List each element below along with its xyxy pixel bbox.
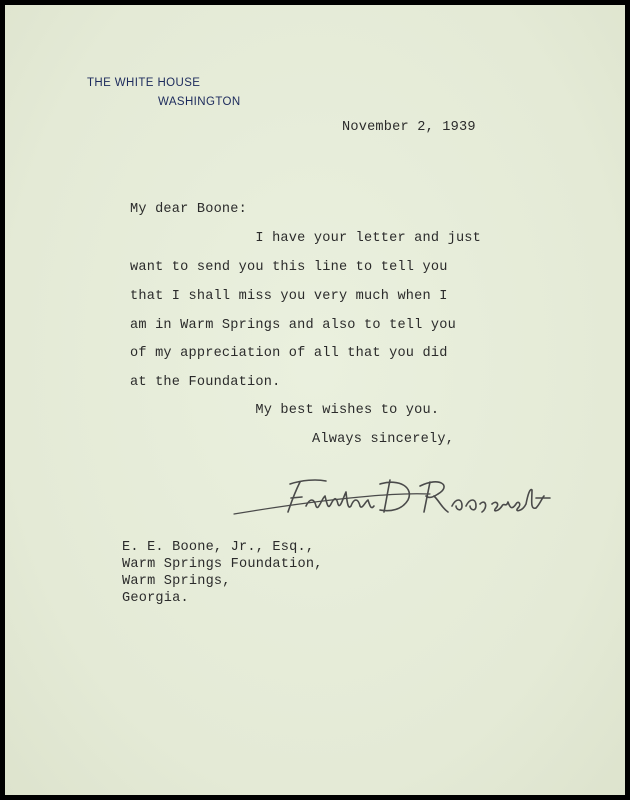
signature	[230, 468, 560, 528]
letterhead-title: THE WHITE HOUSE	[87, 77, 201, 89]
closing: Always sincerely,	[312, 432, 455, 447]
signature-icon	[230, 468, 560, 528]
body-line: want to send you this line to tell you	[130, 260, 448, 275]
address-line: Warm Springs Foundation,	[122, 557, 323, 572]
salutation: My dear Boone:	[130, 202, 248, 217]
body-line: of my appreciation of all that you did	[130, 346, 448, 361]
body-line: I have your letter and just	[130, 231, 482, 246]
body-line: am in Warm Springs and also to tell you	[130, 318, 456, 333]
letter-date: November 2, 1939	[342, 120, 476, 135]
address-line: E. E. Boone, Jr., Esq.,	[122, 540, 315, 555]
address-line: Georgia.	[122, 591, 189, 606]
body-line: at the Foundation.	[130, 375, 281, 390]
address-line: Warm Springs,	[122, 574, 231, 589]
letterhead-location: WASHINGTON	[158, 96, 241, 108]
body-line: that I shall miss you very much when I	[130, 289, 448, 304]
letter-paper	[5, 5, 625, 795]
body-line: My best wishes to you.	[130, 403, 440, 418]
